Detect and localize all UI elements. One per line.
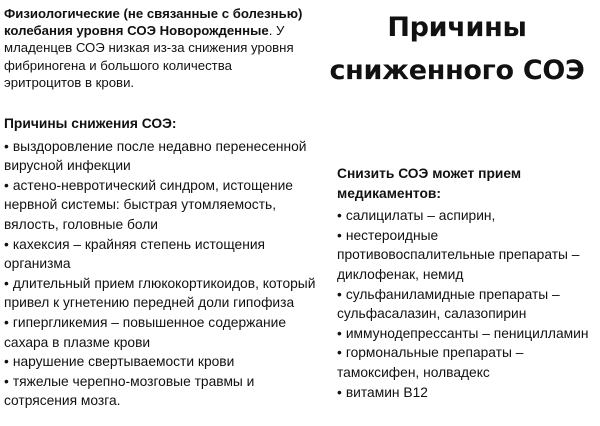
intro-body-text: . У младенцев СОЭ низкая из-за снижения уровня фибриногена и большого количества эритроцитов в крови. bbox=[4, 23, 294, 90]
list-item bbox=[4, 313, 329, 352]
list-item bbox=[4, 274, 329, 313]
list-item-text: нарушение свертываемости крови bbox=[12, 354, 235, 370]
drugs-list bbox=[337, 206, 599, 402]
bullet-icon: • bbox=[337, 384, 342, 400]
list-item-text: гормональные препараты – тамоксифен, нолвадекс bbox=[337, 345, 524, 380]
list-item-text: гипергликемия – повышенное содержание сахара в плазме крови bbox=[4, 314, 287, 350]
bullet-icon: • bbox=[337, 345, 342, 361]
bullet-icon: • bbox=[4, 177, 9, 193]
bullet-icon: • bbox=[4, 275, 9, 291]
list-item-text: иммунодепрессанты – пеницилламин bbox=[345, 325, 589, 341]
bullet-icon: • bbox=[4, 314, 9, 330]
list-item-text: кахексия – крайняя степень истощения организма bbox=[4, 236, 265, 272]
list-item bbox=[337, 324, 599, 344]
list-item-text: витамин B12 bbox=[345, 384, 428, 400]
list-item-text: выздоровление после недавно перенесенной вирусной инфекции bbox=[4, 138, 307, 174]
list-item-text: нестероидные противовоспалительные препараты – диклофенак, немид bbox=[337, 227, 580, 282]
causes-section bbox=[4, 114, 329, 411]
list-item-text: тяжелые черепно-мозговые травмы и сотрясения мозга. bbox=[4, 373, 255, 409]
bullet-icon: • bbox=[4, 373, 9, 389]
list-item bbox=[337, 343, 599, 382]
causes-heading: Причины снижения СОЭ: bbox=[4, 116, 177, 131]
list-item bbox=[4, 372, 329, 411]
bullet-icon: • bbox=[4, 354, 9, 370]
intro-bold-text: Физиологические (не связанные с болезнью) колебания уровня СОЭ Новорожденные bbox=[4, 6, 303, 39]
list-item bbox=[4, 235, 329, 274]
causes-list bbox=[4, 137, 329, 411]
intro-paragraph bbox=[4, 5, 304, 91]
bullet-icon: • bbox=[4, 236, 9, 252]
list-item bbox=[4, 137, 329, 176]
list-item bbox=[337, 206, 599, 226]
list-item-text: сульфаниламидные препараты – сульфасалазин, салазопирин bbox=[337, 286, 560, 322]
bullet-icon: • bbox=[337, 286, 342, 302]
bullet-icon: • bbox=[337, 325, 342, 341]
slide-title-line-2: сниженного СОЭ bbox=[329, 55, 585, 86]
list-item-text: астено-невротический синдром, истощение нервной системы: быстрая утомляемость, вялость, головные боли bbox=[4, 177, 293, 232]
bullet-icon: • bbox=[337, 208, 342, 224]
list-item-text: салицилаты – аспирин, bbox=[345, 208, 496, 224]
list-item bbox=[337, 285, 599, 324]
drugs-heading: Снизить СОЭ может прием медикаментов: bbox=[337, 166, 522, 201]
list-item bbox=[4, 176, 329, 235]
slide-title-line-1: Причины bbox=[387, 12, 527, 43]
drugs-section bbox=[337, 164, 599, 402]
list-item bbox=[337, 226, 599, 285]
list-item-text: длительный прием глюкокортикоидов, который привел к угнетению передней доли гипофиза bbox=[4, 275, 316, 311]
bullet-icon: • bbox=[4, 138, 9, 154]
list-item bbox=[4, 352, 329, 372]
bullet-icon: • bbox=[337, 227, 342, 243]
slide-title bbox=[322, 6, 592, 92]
list-item bbox=[337, 383, 599, 403]
